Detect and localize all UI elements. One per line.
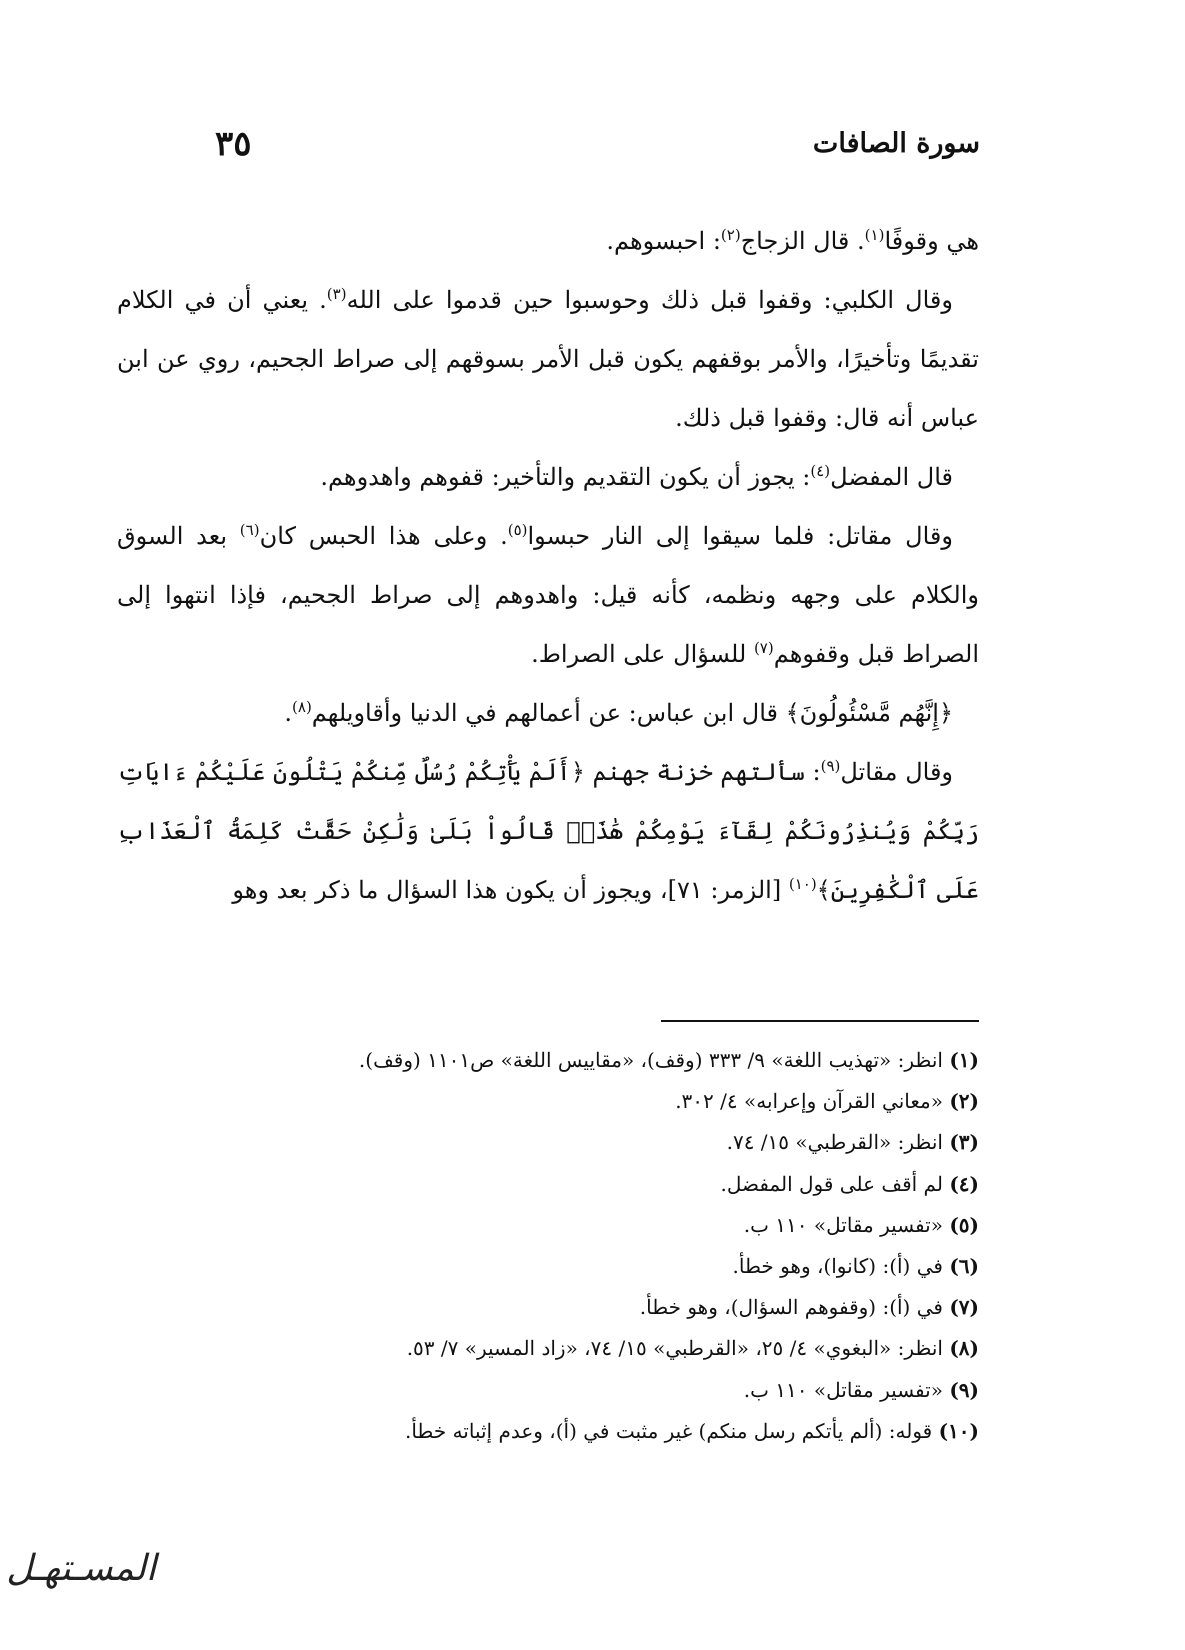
- footnote: [117, 1328, 979, 1369]
- footnote-text: «تفسير مقاتل» ١١٠ ب.: [743, 1212, 943, 1237]
- footnote-reference: (٢): [720, 226, 741, 244]
- text-run: وقال الكلبي: وقفوا قبل ذلك وحوسبوا حين قدموا على الله: [346, 286, 953, 314]
- text-run: وقال مقاتل: فلما سيقوا إلى النار حبسوا: [527, 522, 953, 550]
- text-run: قال المفضل: [830, 463, 953, 491]
- footnote: [117, 1040, 979, 1081]
- footnote: [117, 1370, 979, 1411]
- footnote-reference: (٨): [292, 698, 312, 716]
- running-title: سورة الصافات: [812, 128, 980, 159]
- footnote: [117, 1164, 979, 1205]
- footnote-number: (٦): [949, 1254, 979, 1279]
- text-run: . وعلى هذا الحبس كان: [259, 522, 508, 550]
- footnote-reference: (٩): [820, 757, 841, 775]
- text-run: وقال مقاتل: [840, 758, 954, 786]
- text-run: .: [284, 699, 293, 727]
- footnote: [117, 1411, 979, 1452]
- text-run: : سألتهم خزنة جهنم ﴿أَلَمْ يَأْتِكُمْ رُسُلٌ مِّنكُمْ يَتْلُونَ عَلَيْكُمْ ءَايَاتِ رَبِّكُمْ وَيُنذِرُونَكُمْ لِقَآءَ يَوْمِكُمْ هَٰذَاۚ قَالُواْ بَلَىٰ وَلَٰكِنْ حَقَّتْ كَلِمَةُ ٱلْعَذَابِ عَلَى ٱلْكَٰفِرِينَ﴾: [117, 758, 979, 904]
- footnote: [117, 1246, 979, 1287]
- text-run: : احبسوهم.: [606, 227, 721, 255]
- page-number: ٣٥: [215, 124, 252, 164]
- text-run: . يعني أن في الكلام تقديمًا وتأخيرًا، والأمر بوقفهم يكون قبل الأمر بسوقهم إلى صراط الجحيم، روي عن ابن عباس أنه قال: وقفوا قبل ذلك.: [117, 286, 979, 432]
- footnote-text: قوله: (ألم يأتكم رسل منكم) غير مثبت في (أ)، وعدم إثباته خطأ.: [404, 1418, 933, 1443]
- text-run: للسؤال على الصراط.: [531, 640, 754, 668]
- text-run: : يجوز أن يكون التقديم والتأخير: قفوهم واهدوهم.: [320, 463, 811, 491]
- body-paragraph: [117, 507, 979, 684]
- footnote-reference: (٦): [239, 521, 260, 539]
- text-run: بعد السوق والكلام على وجهه ونظمه، كأنه قيل: واهدوهم إلى صراط الجحيم، فإذا انتهوا إلى الصراط قبل وقفوهم: [117, 522, 979, 668]
- body-paragraph: [117, 743, 979, 920]
- main-text: [117, 212, 979, 920]
- footnote-number: (٩): [949, 1377, 979, 1402]
- body-paragraph: [117, 448, 979, 507]
- footnote-number: (٨): [949, 1336, 979, 1361]
- footnote-reference: (١٠): [788, 875, 817, 893]
- footnote-number: (٥): [949, 1212, 979, 1237]
- footnote: [117, 1081, 979, 1122]
- footnote-number: (١٠): [938, 1418, 979, 1443]
- page-header: [215, 124, 980, 178]
- publisher-logo: [6, 1540, 156, 1620]
- text-run: ﴿إِنَّهُم مَّسْئُولُونَ﴾ قال ابن عباس: عن أعمالهم في الدنيا وأقاويلهم: [311, 699, 953, 727]
- footnote-reference: (٣): [326, 285, 347, 303]
- footnote-number: (٢): [949, 1089, 979, 1114]
- footnote: [117, 1122, 979, 1163]
- text-run: . قال الزجاج: [740, 227, 865, 255]
- footnote-text: لم أقف على قول المفضل.: [720, 1171, 943, 1196]
- footnote-number: (٣): [949, 1130, 979, 1155]
- footnote-separator: [661, 1020, 979, 1022]
- footnote-number: (٤): [949, 1171, 979, 1196]
- footnote-number: (٧): [949, 1295, 979, 1320]
- footnote-text: في (أ): (وقفوهم السؤال)، وهو خطأ.: [639, 1295, 943, 1320]
- footnote-number: (١): [949, 1048, 979, 1072]
- footnote-reference: (٤): [810, 462, 831, 480]
- footnote-text: انظر: «تهذيب اللغة» ٩/ ٣٣٣ (وقف)، «مقاييس اللغة» ص١١٠١ (وقف).: [358, 1048, 943, 1072]
- footnote-reference: (١): [864, 226, 885, 244]
- footnote-reference: (٥): [507, 521, 528, 539]
- body-paragraph: [117, 684, 979, 743]
- footnote: [117, 1287, 979, 1328]
- text-run: [الزمر: ٧١]، ويجوز أن يكون هذا السؤال ما ذكر بعد وهو: [232, 876, 789, 904]
- footnote-text: «معاني القرآن وإعرابه» ٤/ ٣٠٢.: [675, 1089, 943, 1114]
- footnote-text: انظر: «القرطبي» ١٥/ ٧٤.: [726, 1130, 943, 1155]
- body-paragraph: [117, 271, 979, 448]
- footnote-reference: (٧): [753, 639, 774, 657]
- footnote: [117, 1205, 979, 1246]
- body-paragraph: [117, 212, 979, 271]
- footnote-text: انظر: «البغوي» ٤/ ٢٥، «القرطبي» ١٥/ ٧٤، «زاد المسير» ٧/ ٥٣.: [406, 1336, 943, 1361]
- logo-text: المسـتهـل: [6, 1548, 156, 1589]
- text-run: هي وقوفًا: [884, 227, 979, 255]
- footnote-text: في (أ): (كانوا)، وهو خطأ.: [732, 1254, 943, 1279]
- footnote-text: «تفسير مقاتل» ١١٠ ب.: [743, 1377, 943, 1402]
- footnotes: [117, 1040, 979, 1452]
